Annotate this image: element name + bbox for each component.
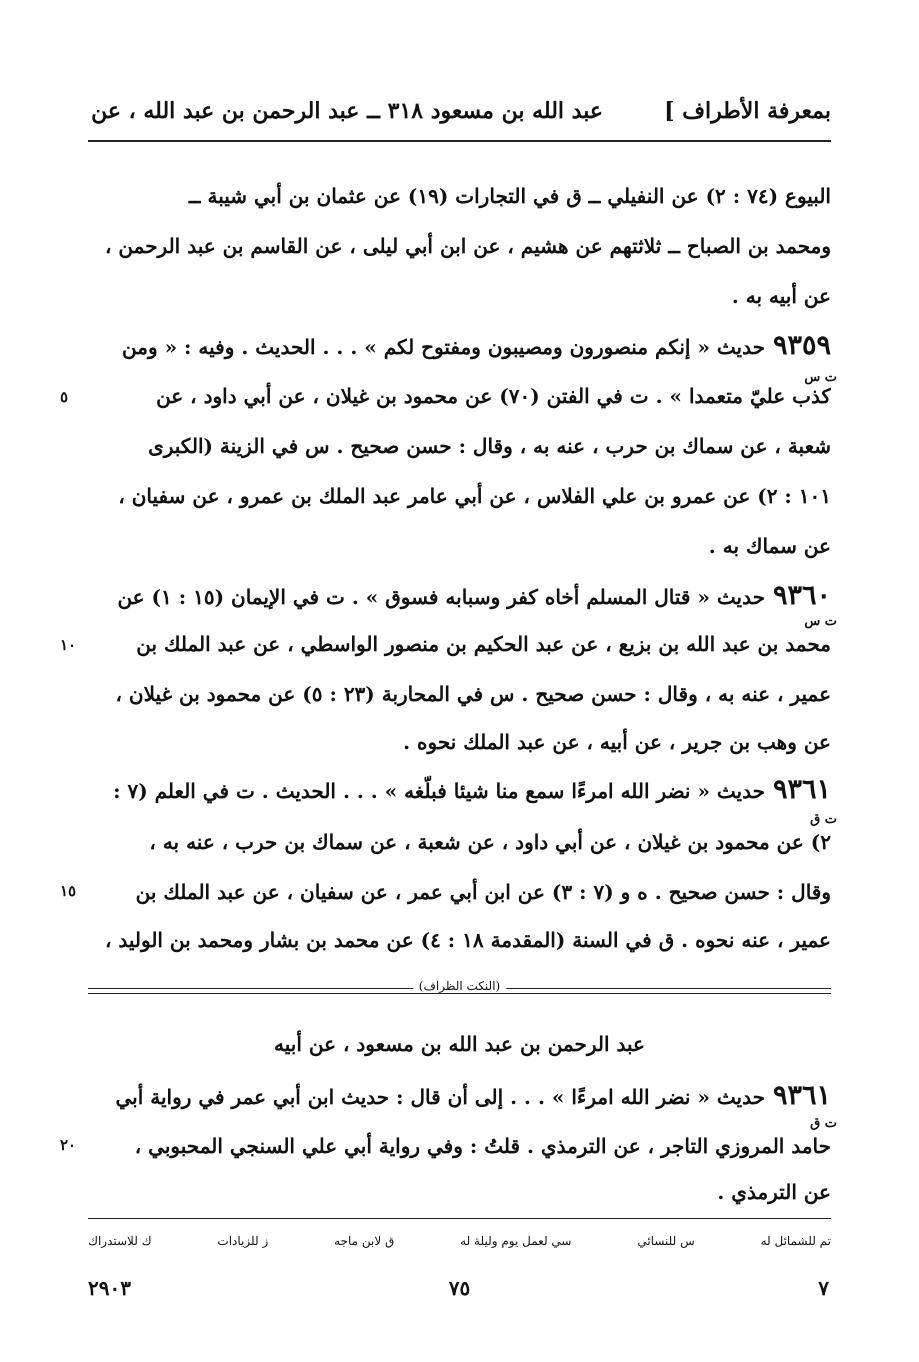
header-right: بمعرفة الأطراف ]: [664, 98, 831, 124]
hadith-number: ٩٣٦١: [772, 774, 831, 805]
page-number-center: ٧٥: [448, 1276, 471, 1300]
hadith-line: ٩٣٥٩حديث « إنكم منصورون ومصيبون ومفتوح لكم » . . . الحديث . وفيه : « ومن: [122, 330, 831, 361]
line-number: ١٠: [60, 636, 77, 654]
separator-label: (النكت الظراف): [413, 979, 506, 993]
text-line: عن الترمذي .: [717, 1180, 831, 1204]
text-line: ومحمد بن الصباح ــ ثلاثتهم عن هشيم ، عن ابن أبي ليلى ، عن القاسم بن عبد الرحمن ،: [104, 234, 831, 258]
line-number: ٢٠: [60, 1136, 77, 1154]
line-number: ١٥: [60, 882, 77, 900]
footnote: ك للاستدراك: [88, 1234, 152, 1248]
text-line: عن وهب بن جرير ، عن أبيه ، عن عبد الملك نحوه .: [403, 730, 831, 754]
text-line: عمير ، عنه نحوه . ق في السنة (المقدمة ١٨ : ٤) عن محمد بن بشار ومحمد بن الوليد ،: [104, 928, 831, 952]
text-line: شعبة ، عن سماك بن حرب ، عنه به ، وقال : حسن صحيح . س في الزينة (الكبرى: [148, 434, 831, 458]
hadith-number: ٩٣٦٠: [772, 580, 831, 611]
hadith-line: ٩٣٦٠حديث « قتال المسلم أخاه كفر وسبابه فسوق » . ت في الإيمان (١٥ : ١) عن: [117, 580, 831, 611]
text-line: كذب عليّ متعمدا » . ت في الفتن (٧٠) عن محمود بن غيلان ، عن أبي داود ، عن: [156, 384, 831, 408]
footnote: ق لابن ماجه: [334, 1234, 395, 1248]
page-number-left: ٢٩٠٣: [88, 1276, 131, 1300]
text-line: وقال : حسن صحيح . ه و (٧ : ٣) عن ابن أبي عمر ، عن سفيان ، عن عبد الملك بن: [135, 880, 831, 904]
page-number-right: ٧: [818, 1276, 829, 1300]
header-title: عبد الله بن مسعود ٣١٨ ــ عبد الرحمن بن عبد الله ، عن: [91, 98, 603, 124]
text-line: عمير ، عنه به ، وقال : حسن صحيح . س في المحاربة (٢٣ : ٥) عن محمود بن غيلان ،: [115, 682, 831, 706]
text-line: ٢) عن محمود بن غيلان ، عن أبي داود ، عن شعبة ، عن سماك بن حرب ، عنه به ،: [149, 830, 831, 854]
footnote: سي لعمل يوم وليلة له: [460, 1234, 572, 1248]
hadith-number: ٩٣٦١: [772, 1080, 831, 1111]
siglum: ت س: [804, 370, 837, 385]
siglum: ت ق: [810, 812, 837, 827]
text-line: محمد بن عبد الله بن بزيع ، عن عبد الحكيم بن منصور الواسطي ، عن عبد الملك بن: [136, 632, 831, 656]
text-line: البيوع (٧٤ : ٢) عن النفيلي ــ ق في التجارات (١٩) عن عثمان بن أبي شيبة ــ: [188, 184, 831, 208]
siglum: ت س: [804, 614, 837, 629]
footnote-rule: [88, 1218, 831, 1219]
text-line: عن سماك به .: [708, 534, 831, 558]
text-line: عن أبيه به .: [731, 284, 831, 308]
text-line: حامد المروزي التاجر ، عن الترمذي . قلتُ : وفي رواية أبي علي السنجي المحبوبي ،: [134, 1134, 831, 1158]
footnote: تم للشمائل له: [760, 1234, 831, 1248]
siglum: ت ق: [810, 1116, 837, 1131]
subheading: عبد الرحمن بن عبد الله بن مسعود ، عن أبيه: [274, 1032, 645, 1056]
header-rule: [88, 140, 831, 142]
hadith-number: ٩٣٥٩: [772, 330, 831, 361]
section-separator: [88, 979, 831, 999]
hadith-line: ٩٣٦١حديث « نضر الله امرءًا سمع منا شيئا فبلّغه » . . . الحديث . ت في العلم (٧ :: [113, 774, 831, 805]
hadith-line: ٩٣٦١حديث « نضر الله امرءًا » . . . إلى أن قال : حديث ابن أبي عمر في رواية أبي: [115, 1080, 831, 1111]
footnote: س للنسائي: [637, 1234, 695, 1248]
running-header: [88, 92, 831, 132]
footnote: ز للزيادات: [217, 1234, 269, 1248]
footnotes: [88, 1234, 831, 1248]
line-number: ٥: [60, 388, 69, 406]
text-line: ١٠١ : ٢) عن عمرو بن علي الفلاس ، عن أبي عامر عبد الملك بن عمرو ، عن سفيان ،: [118, 484, 831, 508]
